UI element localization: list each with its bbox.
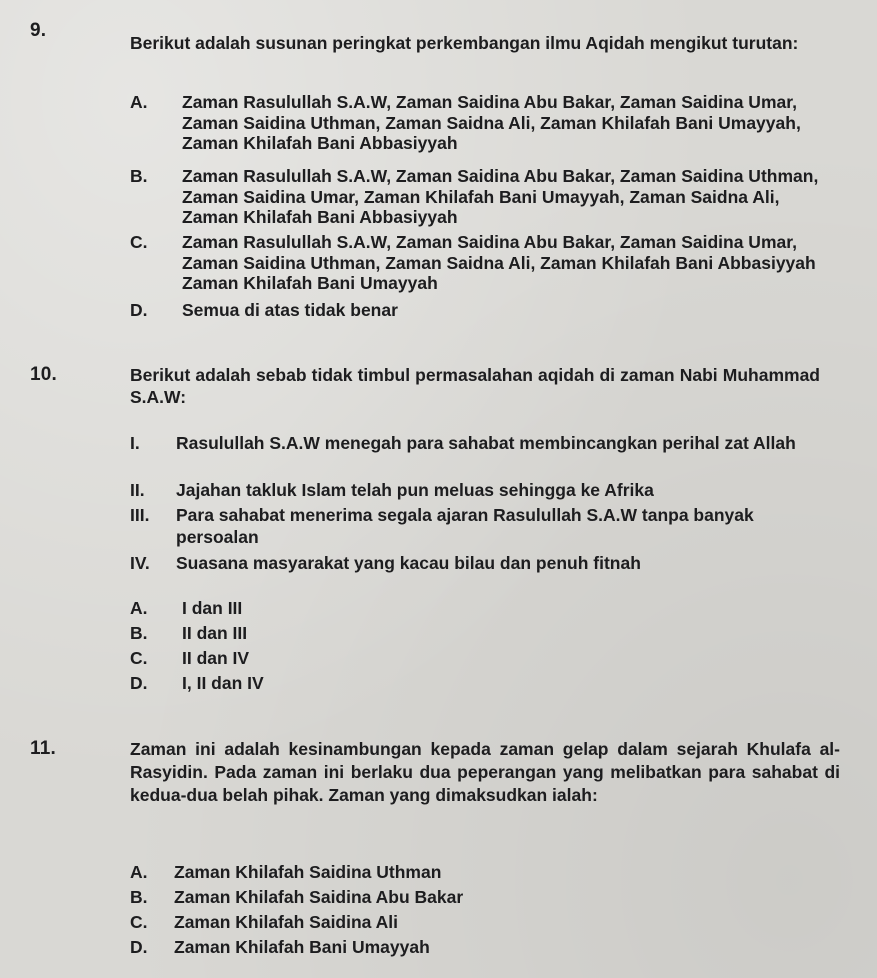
question-10-statement-3 — [130, 504, 820, 548]
question-9-option-b[interactable] — [130, 166, 830, 228]
option-text: I, II dan IV — [182, 673, 264, 693]
option-text: Zaman Rasulullah S.A.W, Zaman Saidina Abu Bakar, Zaman Saidina Umar, Zaman Saidina Uthman, Zaman Saidna Ali, Zaman Khilafah Bani Umayyah, Zaman Khilafah Bani Abbasiyyah — [182, 92, 801, 153]
option-label: C. — [130, 912, 148, 932]
question-11-option-c[interactable] — [130, 912, 730, 933]
option-text: II dan III — [182, 623, 248, 643]
statement-text: Suasana masyarakat yang kacau bilau dan penuh fitnah — [176, 553, 641, 573]
question-10-option-d[interactable] — [130, 673, 530, 694]
question-9-option-d[interactable] — [130, 300, 830, 321]
question-9-number: 9. — [30, 20, 47, 41]
option-text: Zaman Khilafah Saidina Ali — [174, 912, 398, 932]
statement-label: I. — [130, 433, 140, 453]
option-label: C. — [130, 648, 148, 668]
question-10-option-c[interactable] — [130, 648, 530, 669]
option-text: Zaman Khilafah Bani Umayyah — [174, 937, 430, 957]
statement-text: Rasulullah S.A.W menegah para sahabat membincangkan perihal zat Allah — [176, 433, 796, 453]
option-text: II dan IV — [182, 648, 250, 668]
question-11-option-b[interactable] — [130, 887, 730, 908]
question-10-number: 10. — [30, 364, 58, 385]
question-10-option-a[interactable] — [130, 598, 530, 619]
option-text: Zaman Khilafah Saidina Uthman — [174, 862, 442, 882]
question-9-option-c[interactable] — [130, 232, 830, 294]
option-label: B. — [130, 166, 148, 186]
option-text: I dan III — [182, 598, 243, 618]
statement-text: Jajahan takluk Islam telah pun meluas sehingga ke Afrika — [176, 480, 654, 500]
statement-text: Para sahabat menerima segala ajaran Rasulullah S.A.W tanpa banyak persoalan — [176, 505, 754, 547]
question-9-option-a[interactable] — [130, 92, 830, 154]
statement-label: IV. — [130, 553, 150, 573]
option-text: Zaman Rasulullah S.A.W, Zaman Saidina Abu Bakar, Zaman Saidina Umar, Zaman Saidina Uthman, Zaman Saidna Ali, Zaman Khilafah Bani Abbasiyyah Zaman Khilafah Bani Umayyah — [182, 232, 816, 293]
option-label: A. — [130, 92, 148, 112]
option-text: Zaman Rasulullah S.A.W, Zaman Saidina Abu Bakar, Zaman Saidina Uthman, Zaman Saidina Umar, Zaman Khilafah Bani Umayyah, Zaman Saidna Ali, Zaman Khilafah Bani Abbasiyyah — [182, 166, 819, 227]
option-label: C. — [130, 232, 148, 252]
option-text: Semua di atas tidak benar — [182, 300, 398, 320]
option-label: A. — [130, 862, 148, 882]
question-11-option-d[interactable] — [130, 937, 730, 958]
question-11-option-a[interactable] — [130, 862, 730, 883]
option-label: B. — [130, 887, 148, 907]
question-10-statement-1 — [130, 432, 820, 454]
question-10-stem: Berikut adalah sebab tidak timbul permasalahan aqidah di zaman Nabi Muhammad S.A.W: — [130, 365, 820, 407]
option-label: D. — [130, 673, 148, 693]
option-text: Zaman Khilafah Saidina Abu Bakar — [174, 887, 464, 907]
option-label: D. — [130, 300, 148, 320]
option-label: A. — [130, 598, 148, 618]
question-10-option-b[interactable] — [130, 623, 530, 644]
statement-label: III. — [130, 505, 150, 525]
question-9-stem: Berikut adalah susunan peringkat perkembangan ilmu Aqidah mengikut turutan: — [130, 33, 799, 53]
question-11-stem: Zaman ini adalah kesinambungan kepada zaman gelap dalam sejarah Khulafa al-Rasyidin. Pada zaman ini berlaku dua peperangan yang melibatkan para sahabat di kedua-dua belah pihak. Zaman yang dimaksudkan ialah: — [130, 739, 840, 805]
option-label: B. — [130, 623, 148, 643]
question-11-number: 11. — [30, 738, 56, 759]
statement-label: II. — [130, 480, 145, 500]
option-label: D. — [130, 937, 148, 957]
question-10-statement-4 — [130, 552, 820, 574]
question-10-statement-2 — [130, 479, 820, 501]
